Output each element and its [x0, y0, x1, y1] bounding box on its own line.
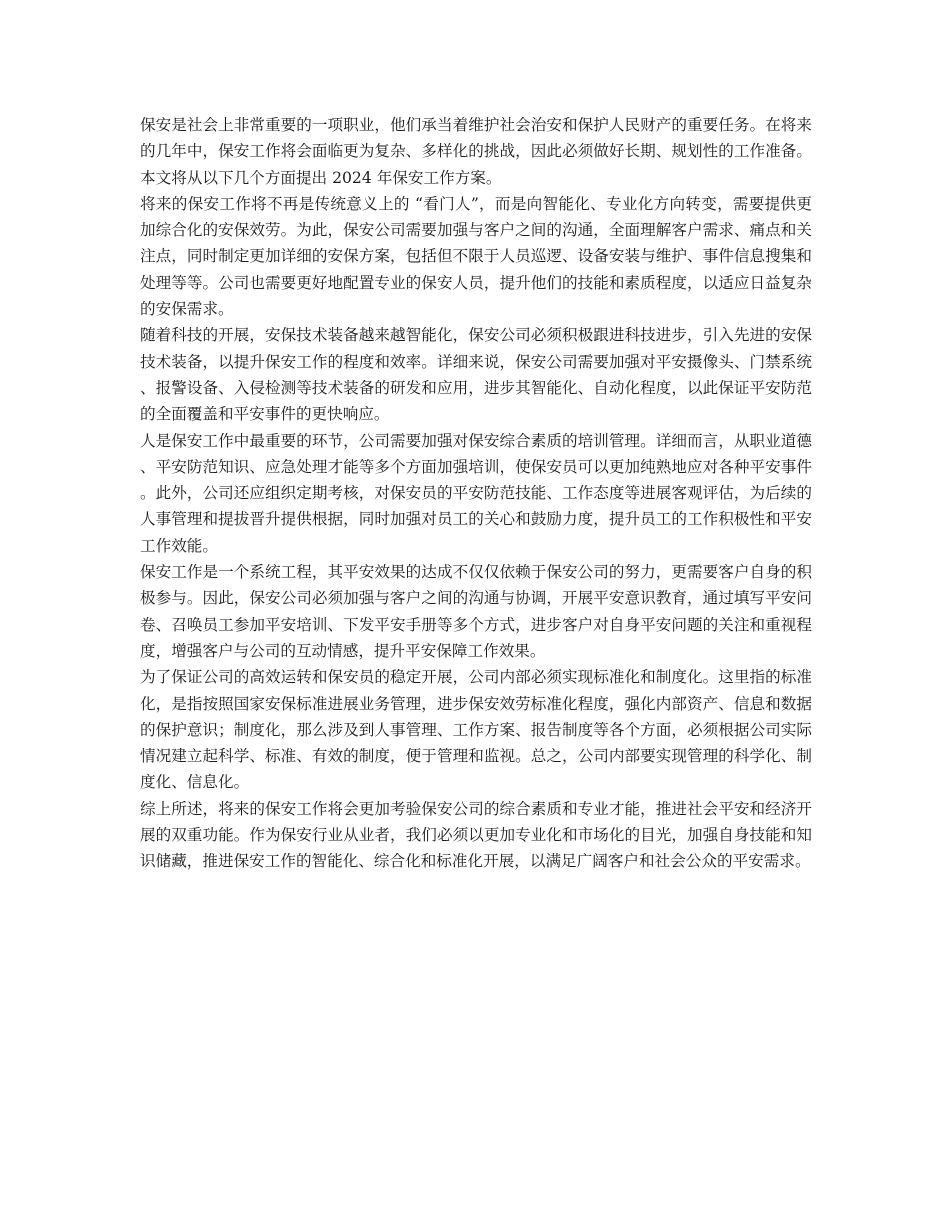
paragraph-intro: 保安是社会上非常重要的一项职业，他们承当着维护社会治安和保护人民财产的重要任务。在将来的几年中，保安工作将会面临更为复杂、多样化的挑战，因此必须做好长期、规划性的工作准备。本文将从以下几个方面提出 2024 年保安工作方案。 — [140, 116, 812, 187]
paragraph-technology-equipment: 随着科技的开展，安保技术装备越来越智能化，保安公司必须积极跟进科技进步，引入先进的安保技术装备，以提升保安工作的程度和效率。详细来说，保安公司需要加强对平安摄像头、门禁系统、报警设备、入侵检测等技术装备的研发和应用，进步其智能化、自动化程度，以此保证平安防范的全面覆盖和平安事件的更快响应。 — [140, 326, 812, 424]
paragraph-standardization: 为了保证公司的高效运转和保安员的稳定开展，公司内部必须实现标准化和制度化。这里指的标准化，是指按照国家安保标准进展业务管理，进步保安效劳标准化程度，强化内部资产、信息和数据的保护意识；制度化，那么涉及到人事管理、工作方案、报告制度等各个方面，必须根据公司实际情况建立起科学、标准、有效的制度，便于管理和监视。总之，公司内部要实现管理的科学化、制度化、信息化。 — [140, 668, 812, 792]
document-body — [140, 112, 812, 875]
paragraph-service-transformation: 将来的保安工作将不再是传统意义上的 “看门人”，而是向智能化、专业化方向转变，需要提供更加综合化的安保效劳。为此，保安公司需要加强与客户之间的沟通，全面理解客户需求、痛点和关注点，同时制定更加详细的安保方案，包括但不限于人员巡逻、设备安装与维护、事件信息搜集和处理等等。公司也需要更好地配置专业的保安人员，提升他们的技能和素质程度，以适应日益复杂的安保需求。 — [140, 194, 812, 319]
paragraph-staff-training: 人是保安工作中最重要的环节，公司需要加强对保安综合素质的培训管理。详细而言，从职业道德、平安防范知识、应急处理才能等多个方面加强培训，使保安员可以更加纯熟地应对各种平安事件。此外，公司还应组织定期考核，对保安员的平安防范技能、工作态度等进展客观评估，为后续的人事管理和提拔晋升提供根据，同时加强对员工的关心和鼓励力度，提升员工的工作积极性和平安工作效能。 — [140, 431, 812, 555]
paragraph-client-participation: 保安工作是一个系统工程，其平安效果的达成不仅仅依赖于保安公司的努力，更需要客户自身的积极参与。因此，保安公司必须加强与客户之间的沟通与协调，开展平安意识教育，通过填写平安问卷、召唤员工参加平安培训、下发平安手册等多个方式，进步客户对自身平安问题的关注和重视程度，增强客户与公司的互动情感，提升平安保障工作效果。 — [140, 563, 812, 660]
paragraph-conclusion: 综上所述，将来的保安工作将会更加考验保安公司的综合素质和专业才能，推进社会平安和经济开展的双重功能。作为保安行业从业者，我们必须以更加专业化和市场化的目光，加强自身技能和知识储藏，推进保安工作的智能化、综合化和标准化开展，以满足广阔客户和社会公众的平安需求。 — [140, 799, 812, 871]
